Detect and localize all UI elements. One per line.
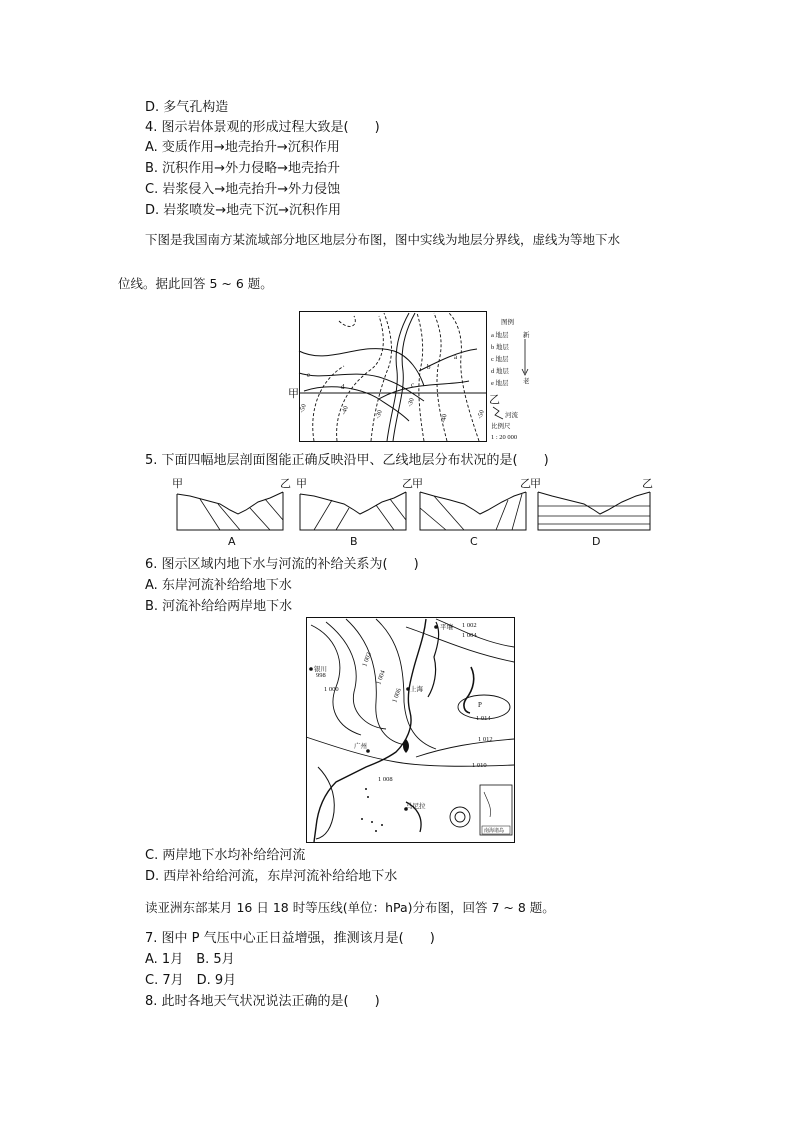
section-a-label: A (228, 535, 236, 548)
scale-value: 1 : 20 000 (491, 434, 518, 441)
scale-title: 比例尺 (491, 423, 511, 430)
section-b-label: B (350, 535, 358, 548)
legend-river: 河流 (505, 412, 518, 419)
q6-option-d: D. 西岸补给给河流，东岸河流补给给地下水 (145, 869, 398, 884)
section-c-label: C (470, 535, 478, 548)
stratum-b-label: b (427, 363, 431, 371)
intro-5-6-line2: 位线。据此回答 5 ~ 6 题。 (118, 276, 273, 291)
contour-label: -50 (476, 409, 486, 420)
q4-option-a: A. 变质作用→地壳抬升→沉积作用 (145, 140, 340, 155)
city-shanghai: 上海 (410, 686, 423, 693)
strata-map-figure (288, 311, 535, 442)
svg-text:甲: 甲 (530, 477, 541, 490)
intro-5-6-line1: 下图是我国南方某流域部分地区地层分布图，图中实线为地层分界线，虚线为等地下水 (145, 232, 621, 247)
svg-text:乙: 乙 (280, 477, 291, 490)
pressure-map-figure (306, 617, 515, 843)
section-a (172, 477, 291, 548)
city-manila: 马尼拉 (406, 803, 426, 810)
city-dot (309, 667, 313, 671)
q8-stem: 8. 此时各地天气状况说法正确的是( ) (145, 994, 380, 1009)
q4-option-b: B. 沉积作用→外力侵略→地壳抬升 (145, 161, 340, 176)
city-guangzhou: 广州 (354, 743, 367, 750)
q4-option-c: C. 岩浆侵入→地壳抬升→外力侵蚀 (145, 182, 341, 197)
section-b (296, 477, 413, 548)
stratum-c-label: c (411, 381, 415, 389)
q6-stem: 6. 图示区域内地下水与河流的补给关系为( ) (145, 557, 419, 572)
q7-stem: 7. 图中 P 气压中心正日益增强，推测该月是( ) (145, 931, 435, 946)
isobar-label: 1 004 (462, 632, 477, 639)
isobar-label: 1 008 (378, 776, 393, 783)
legend-item-e: e 地层 (491, 380, 509, 387)
q3-option-d: D. 多气孔构造 (145, 100, 229, 115)
isobar-label: 1 010 (472, 762, 487, 769)
svg-text:甲: 甲 (172, 477, 183, 490)
city-pyongyang: 平壤 (440, 624, 453, 631)
q4-stem: 4. 图示岩体景观的形成过程大致是( ) (145, 120, 380, 135)
legend-new: 新 (523, 332, 530, 339)
section-d (530, 477, 653, 548)
q6-option-c: C. 两岸地下水均补给给河流 (145, 848, 306, 863)
contour-label: -30 (374, 409, 384, 420)
point-yi-label: 乙 (489, 393, 500, 406)
isobar-label: 1 002 (361, 651, 373, 668)
q7-options-ab: A. 1月 B. 5月 (145, 952, 235, 967)
isobar-label: 1 012 (478, 736, 493, 743)
isobar-label: 1 014 (476, 715, 491, 722)
legend-item-b: b 地层 (491, 344, 509, 351)
legend-item-d: d 地层 (491, 368, 509, 375)
svg-text:乙: 乙 (642, 477, 653, 490)
cross-sections (170, 478, 660, 550)
isobar-label: 998 (316, 672, 326, 679)
stratum-a-label: a (454, 353, 458, 361)
q6-option-a: A. 东岸河流补给给地下水 (145, 578, 292, 593)
city-yinchuan: 银川 (314, 666, 327, 673)
point-jia-label: 甲 (288, 387, 299, 400)
contour-label: -40 (340, 405, 350, 416)
contour-label: -30 (406, 397, 416, 408)
intro-7-8: 读亚洲东部某月 16 日 18 时等压线(单位：hPa)分布图，回答 7 ~ 8 题。 (145, 900, 555, 915)
contour-label: -50 (298, 403, 308, 414)
legend-title: 图例 (501, 319, 514, 326)
legend-old: 老 (523, 378, 530, 385)
legend-item-c: c 地层 (491, 356, 509, 363)
q7-options-cd: C. 7月 D. 9月 (145, 973, 237, 988)
legend-item-a: a 地层 (491, 332, 509, 339)
isobar-label: 1 006 (391, 687, 403, 704)
pressure-center-p: P (478, 701, 482, 709)
q6-option-b: B. 河流补给给两岸地下水 (145, 599, 293, 614)
stratum-d-label: d (341, 383, 345, 391)
section-d-label: D (592, 535, 601, 548)
svg-text:乙: 乙 (402, 477, 413, 490)
svg-text:乙: 乙 (520, 477, 531, 490)
city-dot (434, 625, 438, 629)
svg-text:甲: 甲 (412, 477, 423, 490)
section-c (412, 477, 531, 548)
isobar-label: 1 004 (375, 669, 387, 686)
isobar-label: 1 000 (324, 686, 339, 693)
contour-label: -40 (440, 413, 449, 424)
q5-stem: 5. 下面四幅地层剖面图能正确反映沿甲、乙线地层分布状况的是( ) (145, 453, 549, 468)
inset-note: 南海诸岛 (484, 829, 505, 834)
svg-text:甲: 甲 (296, 477, 307, 490)
q4-option-d: D. 岩浆喷发→地壳下沉→沉积作用 (145, 203, 342, 218)
river-symbol-icon (493, 407, 503, 419)
isobar-label: 1 002 (462, 622, 477, 629)
stratum-e-label: e (307, 371, 311, 379)
